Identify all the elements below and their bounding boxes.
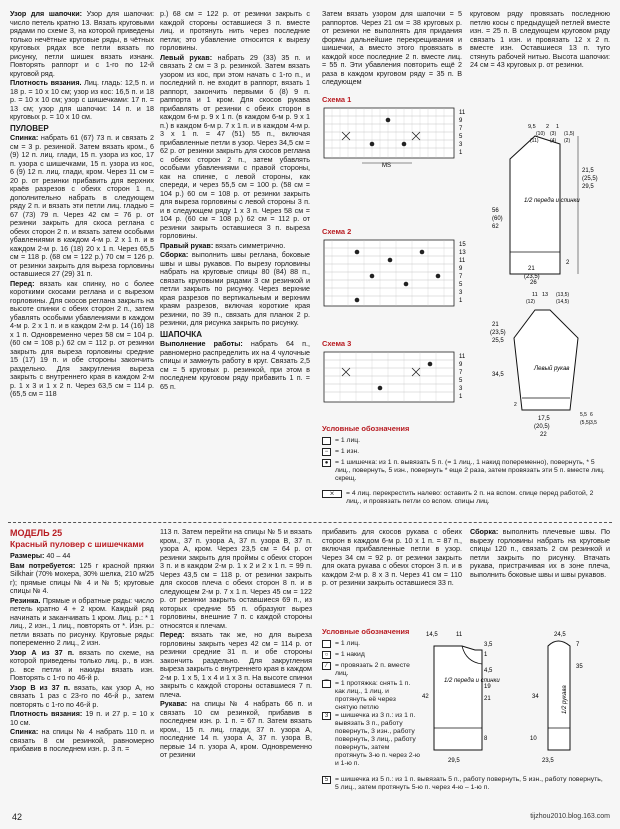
scheme-2-chart [322,238,472,318]
dim-21: 21 [528,266,535,272]
dim-2: 2 [546,124,550,130]
sdim-2: 2 [514,402,517,408]
s3-row-1: 1 [459,394,463,400]
p25-dim-3-5: 3,5 [484,642,493,648]
text-column-3 [322,9,462,86]
scheme-1-label: Схема 1 [322,95,352,104]
text-column-4 [470,10,610,80]
text-column-2 [160,10,310,515]
dim-2-rib: 2 [566,260,570,266]
dim-56: 56 [492,208,499,214]
model25-rib: Резинка. Прямые и обратные ряды: число петель кратно 4 + 2 кром. Каждый ряд начинать и заканчивать 1 кром. Лиц. р.: * 1 лиц., 2 изн., 1 лиц., повторять от *. Изн. р.: петли вязать по рисунку. Круговые ряды: попеременно 2 лиц., 2 изн. [10,595,155,647]
p25-dim-21: 21 [484,696,491,702]
s2-row-7: 7 [459,274,463,280]
legend-1-cable: ⨯ = 4 лиц. перекрестить налево: оставить 2 п. на вспом. спице перед работой, 2 лиц., и провязать петли со вспом. спицы лиц. [322,490,607,506]
bobble-3-icon: 3 [322,712,331,720]
sdim-23-5: (23,5) [490,330,506,336]
ssk-icon: ⁀ [322,680,331,688]
p25-dim-24-5: 24,5 [554,632,566,638]
legend-2-bobble3: 3 = шишечка из 3 п.: из 1 п. вывязать 3 п., работу повернуть, 3 изн., работу повернуть, 3 лиц., работу повернуть, затем протянуть 3-ю п. через 2-ю и 1-ю п. [322,712,420,768]
k2tog-icon: ⁄ [322,662,331,670]
model25-back-cont: 113 п. Затем перейти на спицы № 5 и вязать кром., 37 п. узора А, 37 п. узора В, 37 п. узора А, кром. Через 23,5 см = 64 р. от резинки закрыть для проймы с обеих сторон 3 п. и в каждом 2-м р. 1 х 2 и 2 х 1 п. = 99 п. Через 43,5 см = 118 р. от резинки закрыть для скосов плеча с обеих сторон 8 п. и в следующем 2-м р. 7 х 1 п. Через 45 см = 122 р. от резинки закрыть оставшиеся 69 п., из которых средние 55 п. образуют вырез горловины, внешние 7 п. с каждой стороны относятся к плечам. [160,527,312,630]
s1-row-7: 7 [459,126,463,132]
dim-29-5: 29,5 [582,184,594,190]
sdim-22: 22 [540,432,547,438]
hat-ending: круговом ряду провязать последнюю петлю косы с предыдущей петлей вместе изн. = 25 п. В следующем круговом ряду связать 1 изн. и провязать 12 х 2 п. вместе изн. Оставшиеся 13 п. туго стянуть рабочей нитью. Высота шапочки: 24 см = 43 круговых р. от резинки. [470,9,610,69]
front-paragraph: Перед: вязать как спинку, но с более короткими скосами реглана и с вырезом горловины. Для скосов реглана закрыть на высоте спинки с обеих сторон 2 п., затем убавлять особыми убавлениями в каждом 4-м р. 2 х 1 п. и в каждом 2-м р. 14 (16) 18 х 1 п. Одновременно через 58 см = 104 р. (60 см = 108 р.) 62 см = 112 р. от резинки закрыть для выреза горловины средние 15 (17) 19 п. и обе стороны закончить раздельно. Для закругления выреза закрыть с внутреннего края в каждом 2-м р. 1 х 3 и 1 х 2 п. Через 63,5 см = 114 р. (65,5 см = 118 [10,278,154,398]
legend-2-ssk: ⁀ = 1 протяжка: снять 1 п. как лиц., 1 лиц. и протянуть её через снятую петлю [322,680,420,712]
pattern-front-back [490,124,615,284]
dim-23-5: (23,5) [524,274,540,280]
legend-2-k2tog: ⁄ = провязать 2 п. вместе лиц. [322,662,420,678]
sdim-5-5: 5,5 [580,412,587,418]
s2-row-3: 3 [459,290,463,296]
legend-1-purl: − = 1 изн. [322,448,602,456]
s2-row-1: 1 [459,298,463,304]
purl-symbol-icon: − [322,448,331,456]
hat-heading: ШАПОЧКА [160,329,202,339]
legend-2-knit: = 1 лиц. [322,640,420,648]
model25-sleeves: Рукава: на спицы № 4 набрать 66 п. и связать 10 см резинкой, прибавив в последнем изн. р. 1 п. = 67 п. Затем вязать кром., 15 п. лиц. глади, 37 п. узора А, последние 14 п. узора А, 37 п. узора В, первые 14 п. узора А, кром. Одновременно от резинки [160,699,312,759]
dim-4: (4) [550,138,557,144]
model25-assembly: Сборка: выполнить плечевые швы. По вырезу горловины набрать на круговые спицы 120 п., связать 2 см резинкой и петли закрыть по рисунку. Втачать рукава, пристрачивая их в зоне плеча, выполнить боковые швы и швы рукавов. [470,527,611,579]
section-divider [8,522,612,523]
model25-pattern-b: Узор В из 37 п. вязать, как узор А, но связать 1 раз с 23-го по 46-й р., затем повторять с 1-го по 46-й р. [10,682,155,709]
pattern-front-back-title: 1/2 переда и спинки [524,198,580,204]
model25-back: Спинка: на спицы № 4 набрать 110 п. и связать 8 см резинкой, равномерно прибавив в последнем изн. р. 3 п. = [10,727,154,753]
pattern-sleeve-title: Левый рукав [534,366,570,372]
p25-dim-4-5: 4,5 [484,668,493,674]
p25-dim-42: 42 [422,694,429,700]
back-paragraph: Спинка: набрать 61 (67) 73 п. и связать 2 см = 3 р. резинкой. Затем вязать кром., 6 (9) 12 п. лиц. глади, 15 п. узора из кос, 17 п. узора с шишечками, 15 п. узора из кос, 6 (9) 12 п. лиц. глади, кром. Через 11 см = 20 р. от резинки прибавить для верхних краёв разрезов с обеих сторон 1 п., дополнительно набрать в следующем ряду 2 п. и вязать эти петли лиц. гладью = 67 (73) 79 п. Через 42 см = 76 р. от резинки закрыть для скоса реглана с обеих сторон 2 п. и вязать затем особыми убавлениями в каждом 4-м р. 2 х 1 п. и в каждом 2-м р. 16 (18) 20 х 1 п. Через 65,5 см = 118 р. (68 см = 122 р.) 70 см = 126 р. от резинки закрыть для выреза горловины оставшиеся 27 (29) 31 п. [10,133,154,278]
yarn-over-icon: ○ [322,651,331,659]
model25-column-1 [10,528,154,800]
scheme-1-chart [322,106,472,168]
sdim-13: 13 [542,292,549,298]
dim-1-5: (1,5) [564,131,575,137]
s2-row-9: 9 [459,266,463,272]
hat-pattern-description: Узор для шапочки: Узор для шапочки: число петель кратно 13. Вязать круговыми рядами по схеме 3, на которой приведены только нечётные круговые ряды, в чётных круговых рядах все петли вязать по рисунку, петли шишек вязать изнанк. Повторять раппорт и с 1-го по 12-й круговой ряд. [10,9,154,78]
p25-dim-19: 19 [484,684,491,690]
sdim-34-5: 34,5 [492,372,504,378]
sdim-6: 6 [590,412,593,418]
left-sleeve-paragraph: Левый рукав: набрать 29 (33) 35 п. и связать 2 см = 3 р. резинкой. Затем вязать узором из кос, при этом начать с 1-го п., и последний п. не входит в раппорт, вязать 1 раппорт, закончить первыми 6 (8) 9 п. раппорта и 1 кром. Для скосов рукава прибавлять от резинки с обеих сторон в каждом 6-м р. 9 х 1 п. (в каждом 6-м р. 9 х 1 п.) в каждом 6-м р. 7 х 1 п. и в каждом 4-м р. 3 х 1 п. = 47 (51) 55 п., включая прибавленные петли в узор. Через 34,5 см = 62 р. от резинки закрыть для скосов реглана с обеих сторон 2 п., затем убавлять особыми убавлениями с правой стороны, как на спинке, с левой стороны, как спереди, и через 55,5 см = 100 р. (58 см = 104 р.) 60 см = 108 р. от резинки закрыть для выреза горловины с левой стороны 3 п. и в следующем ряду 1 х 3 п. Через 58 см = 104 р. (60 см = 108 р.) 62 см = 112 р. от резинки закрыть оставшиеся 3 п. выреза горловины. [160,52,310,240]
dim-1: 1 [556,124,560,130]
sdim-21: 21 [492,322,499,328]
legend-1-knit: = 1 лиц. [322,437,602,445]
model25-density: Плотность вязания: 19 п. и 27 р. = 10 х 10 см. [10,709,155,727]
s3-row-3: 3 [459,386,463,392]
sdim-12: (12) [526,299,535,305]
dim-9-5: 9,5 [528,124,536,130]
s3-row-9: 9 [459,362,463,368]
scheme-3-label: Схема 3 [322,339,352,348]
dim-10: (10) [536,131,545,137]
sdim-13-5: (13,5) [556,292,570,298]
model25-sizes: Размеры: 40 – 44 [10,551,71,560]
cable-symbol-icon: ⨯ [322,490,342,498]
sdim-3-5: 3,5 [590,420,597,426]
model25-needs: Вам потребуется: 125 г красной пряжи Silkhair (70% мохера, 30% шелка, 210 м/25 г); прямые спицы № 4 и № 5; круговые спицы № 4. [10,560,155,595]
p25-dim-34: 34 [532,694,539,700]
page-number: 42 [12,811,23,822]
sdim-5-5b: (5,5) [580,420,591,426]
legend-2-bobble5: 5 = шишечка из 5 п.: из 1 п. вывязать 5 п., работу повернуть, 5 изн., работу повернуть, 5 лиц., затем протянуть 5-ю п. через 4-ю – 1-ю п. [322,776,607,792]
s2-row-15: 15 [459,242,466,248]
dim-26: 26 [530,280,537,286]
s1-row-1: 1 [459,150,463,156]
pullover-heading: ПУЛОВЕР [10,123,49,133]
pattern25-sleeve-title: 1/2 рукава [562,685,568,714]
assembly-paragraph: Сборка: выполнить швы реглана, боковые швы и швы рукавов. По вырезу горловины набрать на круговые спицы 80 (84) 88 п., связать круговыми рядами 3 см резинкой и петли закрыть по рисунку. Через верхние края разрезов по вертикальным и верхним краям разрезов, включая короткие края резинки, по 39 п., связать для планок 2 р. резинки, для рисунка закрыть по рисунку. [160,250,311,327]
dim-25-5: (25,5) [582,176,598,182]
sdim-25-5: 25,5 [492,338,504,344]
scheme-1-ms: MS [382,163,391,169]
p25-dim-7: 7 [576,642,580,648]
s2-row-13: 13 [459,250,466,256]
model25-column-2 [160,528,312,800]
bobble-symbol-icon: ● [322,459,331,467]
dim-11: (11) [530,138,539,144]
dim-60: (60) [492,216,503,222]
p25-dim-23-5: 23,5 [542,758,554,764]
p25-dim-11: 11 [456,632,463,638]
model25-front: Перед: вязать так же, но для выреза горловины закрыть через 42 см = 114 р. от резинки средние 31 п. и обе стороны закончить раздельно. Для закругления выреза закрыть с внутреннего края в каждом 2-м р. 1 х 5, 1 х 4 и 1 х 3 п. На высоте спинки закрыть с каждой стороны оставшиеся 7 п. плеча. [160,630,312,699]
p25-dim-8: 8 [484,736,488,742]
pattern-sleeve [490,290,615,440]
p25-dim-1: 1 [484,652,488,658]
s3-row-11: 11 [459,354,466,360]
sdim-17-5: 17,5 [538,416,550,422]
model25-subtitle: Красный пуловер с шишечками [10,539,144,549]
legend-1-title: Условные обозначения [322,424,410,433]
dim-21-5: 21,5 [582,168,594,174]
p25-dim-14-5: 14,5 [426,632,438,638]
hat-work-paragraph: Выполнение работы: набрать 64 п., равномерно распределить их на 4 чулочные спицы и замкнуть работу в круг. Связать 2,5 см = 5 круговых р. резинкой, при этом в последнем круговом ряду прибавить 1 п. = 65 п. [160,339,310,391]
text-column-1 [10,10,154,515]
sdim-20-5: (20,5) [534,424,550,430]
s2-row-5: 5 [459,282,463,288]
right-sleeve-paragraph: Правый рукав: вязать симметрично. [160,240,286,250]
scheme-3-chart [322,350,472,412]
s3-row-5: 5 [459,378,463,384]
source-url: tijzhou2010.blog.163.com [530,812,610,820]
s1-row-11: 11 [459,110,466,116]
bobble-5-icon: 5 [322,776,331,784]
model25-title: МОДЕЛЬ 25 [10,528,63,538]
knit-symbol-icon [322,437,331,445]
model25-pattern-a: Узор А из 37 п. вязать по схеме, на которой приведены только лиц. р., в изн. р. все петли и накиды вязать изн. Повторять с 1-го по 46-й р. [10,647,155,682]
legend-2-title: Условные обозначения [322,627,410,636]
legend-1-bobble: ● = 1 шишечка: из 1 п. вывязать 5 п. (= 1 лиц., 1 накид попеременно), повернуть, * 5 лиц., повернуть, 5 изн., повернуть * еще 2 раза, затем провязать эти 5 п. вместе лиц. скрещ. [322,459,607,483]
hat-continuation: Затем вязать узором для шапочки = 5 раппортов. Через 21 см = 38 круговых р. от резинки не выполнять для придания формы дальнейшие перекрещивания и шишечки, а вместо этого провязать в каждой косе последние 2 п. вместе лиц. = 55 п. Эти убавления повторить ещё 2 раза в каждом круговом ряду = 35 п. В следующем [322,9,462,86]
s2-row-11: 11 [459,258,466,264]
s1-row-3: 3 [459,142,463,148]
scheme-2-label: Схема 2 [322,227,352,236]
s1-row-9: 9 [459,118,463,124]
legend-2-yarnover: ○ = 1 накид [322,651,420,659]
dim-62: 62 [492,224,499,230]
front-continuation: р.) 68 см = 122 р. от резинки закрыть с каждой стороны оставшиеся 3 п. вместе лиц. и протянуть нить через последние петли; это убавление относится к вырезу горловины. [160,9,310,52]
p25-dim-29-5: 29,5 [448,758,460,764]
sdim-14-5: (14,5) [556,299,570,305]
sdim-11: 11 [532,292,538,298]
pattern25-front-back-title: 1/2 переда и спинки [444,678,500,684]
p25-dim-35b: 35 [576,664,583,670]
p25-dim-10: 10 [530,736,537,742]
dim-3: (3) [550,131,557,137]
pattern25-diagram [420,628,612,774]
model25-column-4 [470,528,610,618]
density-paragraph: Плотность вязания. Лиц. гладь: 12,5 п. и 18 р. = 10 х 10 см; узор из кос: 16,5 п. и 18 р. = 10 х 10 см; узор с шишечками: 17 п. = 13 см; узор для шапочки: 14 п. и 18 круговых р. = 10 х 10 см. [10,78,154,121]
s3-row-7: 7 [459,370,463,376]
model25-sleeves-cont: прибавить для скосов рукава с обеих сторон в каждом 6-м р. 10 х 1 п. = 87 п., включая прибавленные петли в узор. Через 34 см = 92 р. от резинки закрыть для оката рукава с обеих сторон 3 п. и в каждом 2-м р. 8 х 3 п. Через 41 см = 110 р. от резинки закрыть оставшиеся 33 п. [322,527,462,587]
model25-column-3 [322,528,462,618]
s1-row-5: 5 [459,134,463,140]
knit-symbol-icon [322,640,331,648]
dim-2b: (2) [564,138,571,144]
